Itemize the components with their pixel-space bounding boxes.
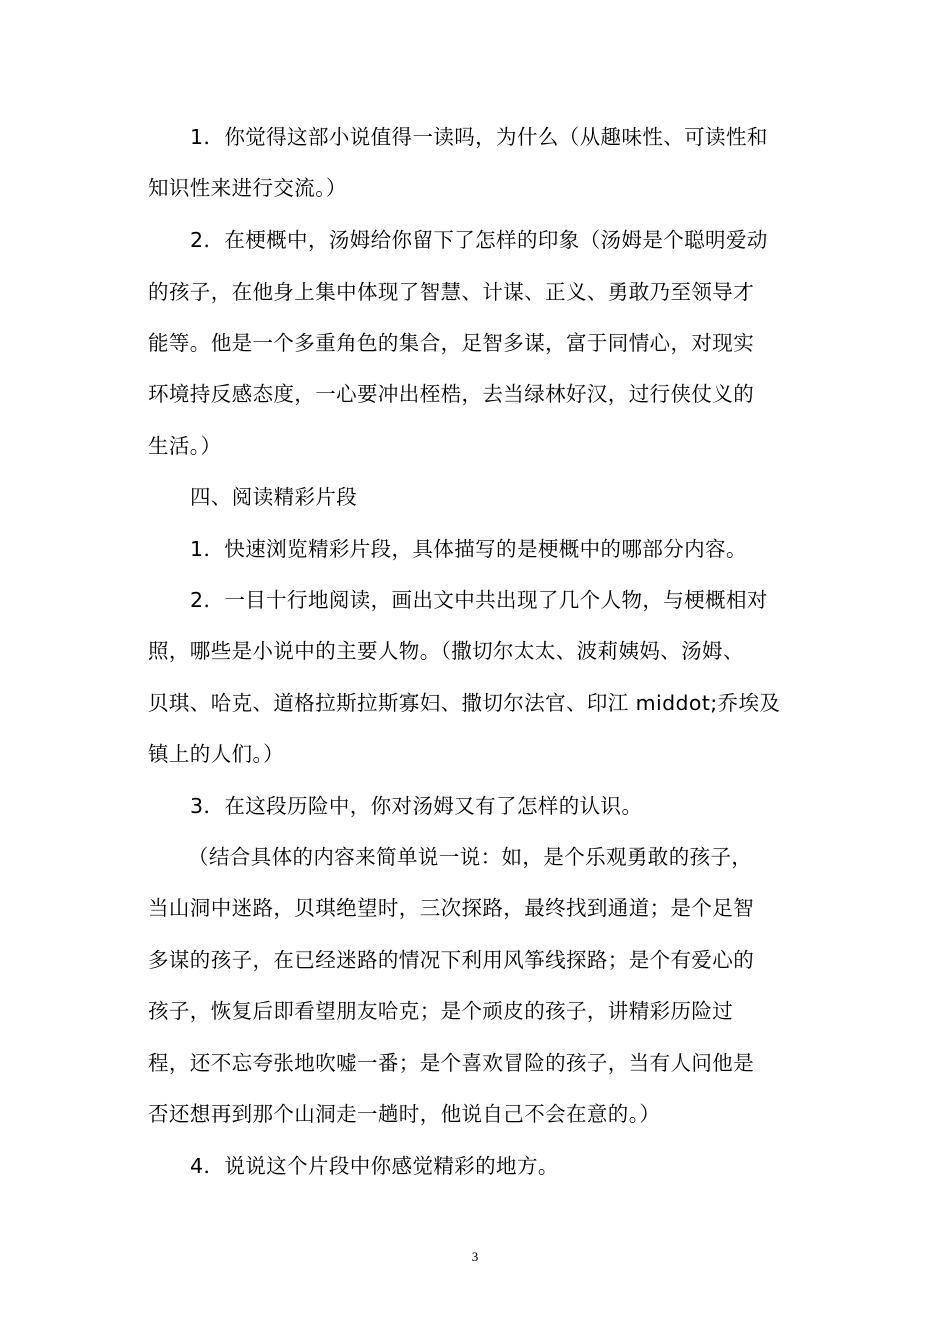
question-1-line-1: 1．你觉得这部小说值得一读吗，为什么（从趣味性、可读性和 [190, 125, 768, 149]
answer-3-line-3: 多谋的孩子，在已经迷路的情况下利用风筝线探路；是个有爱心的 [148, 948, 755, 972]
answer-3-line-6: 否还想再到那个山洞走一趟时，他说自己不会在意的。） [148, 1102, 661, 1126]
reading-question-4: 4．说说这个片段中你感觉精彩的地方。 [190, 1154, 559, 1178]
reading-question-3: 3．在这段历险中，你对汤姆又有了怎样的认识。 [190, 794, 643, 818]
reading-question-2-line-3: 贝琪、哈克、道格拉斯拉斯寡妇、撒切尔法官、印江 middot;乔埃及 [148, 691, 781, 715]
question-2-line-2: 的孩子，在他身上集中体现了智慧、计谋、正义、勇敢乃至领导才 [148, 280, 755, 304]
section-heading: 四、阅读精彩片段 [190, 485, 358, 509]
question-2-line-5: 生活。） [148, 434, 222, 458]
answer-3-line-1: （结合具体的内容来简单说一说：如，是个乐观勇敢的孩子， [188, 845, 753, 869]
question-1-line-2: 知识性来进行交流。） [148, 176, 347, 200]
reading-question-1: 1．快速浏览精彩片段，具体描写的是梗概中的哪部分内容。 [190, 537, 747, 561]
reading-question-2-line-4: 镇上的人们。） [148, 742, 285, 766]
answer-3-line-4: 孩子，恢复后即看望朋友哈克；是个顽皮的孩子，讲精彩历险过 [148, 999, 734, 1023]
page-number: 3 [471, 1249, 479, 1264]
answer-3-line-5: 程，还不忘夸张地吹嘘一番；是个喜欢冒险的孩子，当有人问他是 [148, 1051, 755, 1075]
question-2-line-1: 2．在梗概中，汤姆给你留下了怎样的印象（汤姆是个聪明爱动 [190, 228, 768, 252]
reading-question-2-line-1: 2．一目十行地阅读，画出文中共出现了几个人物，与梗概相对 [190, 588, 768, 612]
reading-question-2-line-2: 照，哪些是小说中的主要人物。（撒切尔太太、波莉姨妈、汤姆、 [148, 639, 744, 663]
question-2-line-4: 环境持反感态度，一心要冲出桎梏，去当绿林好汉，过行侠仗义的 [148, 382, 755, 406]
question-2-line-3: 能等。他是一个多重角色的集合，足智多谋，富于同情心，对现实 [148, 331, 755, 355]
answer-3-line-2: 当山洞中迷路，贝琪绝望时，三次探路，最终找到通道；是个足智 [148, 896, 755, 920]
